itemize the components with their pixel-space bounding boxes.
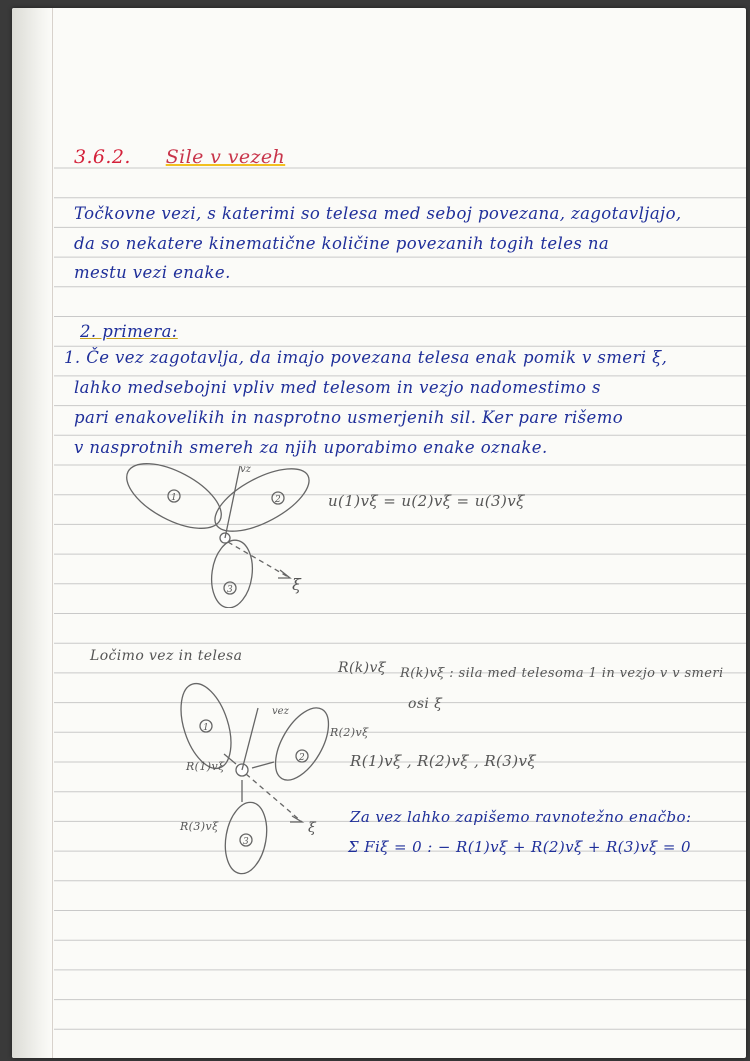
intro-line-1: Točkovne vezi, s katerimi so telesa med seboj povezana, zagotavljajo, — [74, 204, 682, 223]
force-definition-line-1: R(k)vξ : sila med telesoma 1 in vezjo v v smeri — [400, 666, 724, 681]
force-symbol: R(k)vξ — [338, 660, 386, 676]
example-line-3: pari enakovelikih in nasprotno usmerjenih sil. Ker pare rišemo — [74, 408, 624, 427]
example-line-2: lahko medsebojni vpliv med telesom in vezjo nadomestimo s — [74, 378, 601, 397]
fig1-xi-arrowhead — [278, 570, 290, 578]
fig1-vez-line — [225, 466, 240, 538]
example-heading: 2. primera: — [80, 322, 178, 341]
fig1-xi-label: ξ — [292, 575, 301, 594]
fig1-label-1: 1 — [171, 493, 177, 503]
fig2-force-label-1: R(1)vξ — [186, 760, 225, 773]
fig2-label-1: 1 — [203, 723, 209, 733]
fig2-label-2: 2 — [299, 753, 305, 763]
separate-label: Ločimo vez in telesa — [90, 648, 243, 664]
intro-line-3: mestu vezi enake. — [74, 263, 231, 282]
section-heading — [74, 146, 285, 168]
figure-1-sketch — [112, 458, 332, 608]
fig1-label-2: 2 — [275, 495, 281, 505]
fig2-xi-axis — [246, 774, 302, 822]
fig1-equation: u(1)vξ = u(2)vξ = u(3)vξ — [328, 492, 525, 510]
balance-intro: Za vez lahko zapišemo ravnotežno enačbo: — [350, 808, 692, 826]
fig2-force-2-arrow — [252, 762, 274, 768]
fig2-vez-label: vez — [272, 706, 289, 717]
notebook-page — [12, 8, 746, 1058]
fig1-label-3: 3 — [227, 585, 233, 595]
section-title: Sile v vezeh — [165, 146, 286, 168]
example-line-1: 1. Če vez zagotavlja, da imajo povezana telesa enak pomik v smeri ξ, — [64, 348, 668, 367]
fig2-label-3: 3 — [243, 837, 249, 847]
force-list: R(1)vξ , R(2)vξ , R(3)vξ — [350, 752, 537, 770]
fig1-xi-axis — [228, 542, 290, 578]
section-number: 3.6.2. — [74, 146, 131, 168]
fig1-vez-label: vz — [240, 464, 251, 475]
force-definition-line-2: osi ξ — [408, 696, 443, 712]
fig2-vez-line — [242, 708, 258, 770]
intro-line-2: da so nekatere kinematične količine povezanih togih teles na — [74, 234, 610, 253]
fig1-body-3-outline — [207, 538, 256, 608]
balance-equation: Σ Fiξ = 0 : − R(1)vξ + R(2)vξ + R(3)vξ = 0 — [348, 838, 691, 856]
example-line-4: v nasprotnih smereh za njih uporabimo enake oznake. — [74, 438, 548, 457]
fig1-body-2-outline — [206, 458, 318, 544]
fig2-force-label-2: R(2)vξ — [330, 726, 369, 739]
fig2-force-label-3: R(3)vξ — [180, 820, 219, 833]
fig2-xi-label: ξ — [308, 820, 316, 836]
